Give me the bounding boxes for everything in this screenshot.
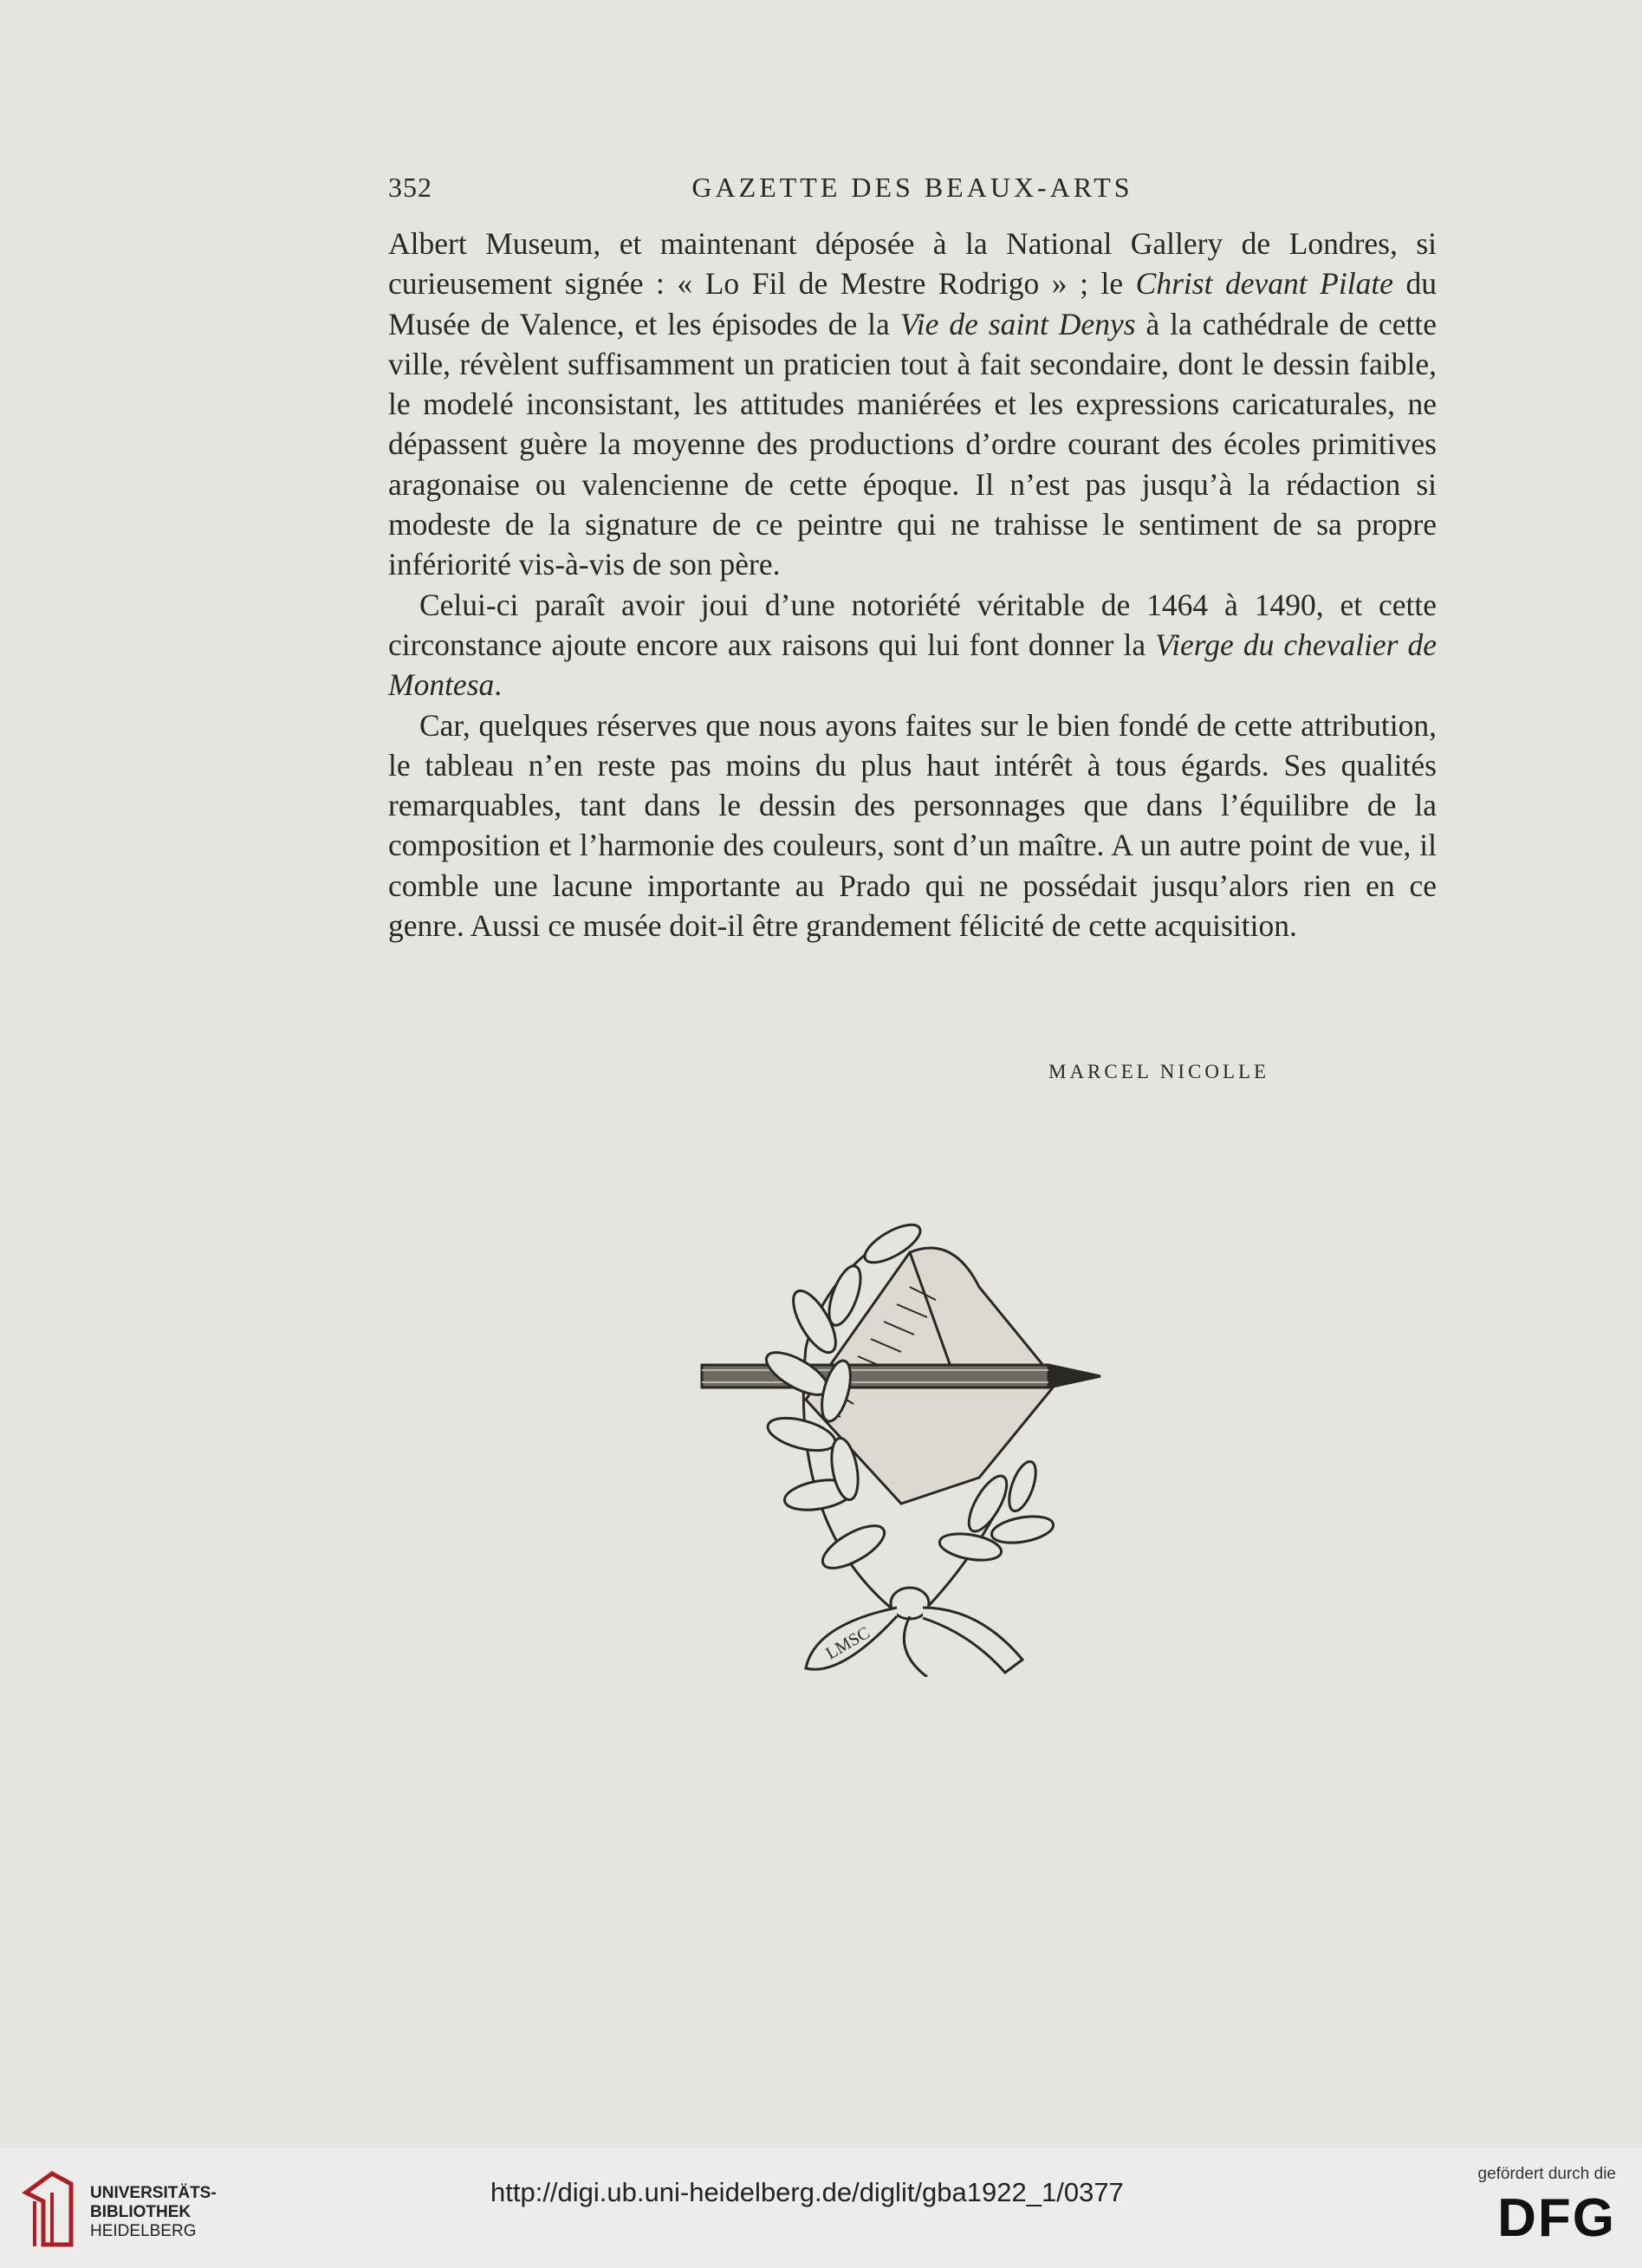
- text-run: Car, quelques réserves que nous ayons faites sur le bien fondé de cette attribution, le tableau n’en reste pas moins du plus haut intérêt à tous égards. Ses qualités remarquables, tant dans le dessin des personnages que dans l’équilibre de la composition et l’harmonie des couleurs, sont d’un maître. A un autre point de vue, il comble une lacune importante au Prado qui ne possédait jusqu’alors rien en ce genre. Aussi ce musée doit-il être grandement félicité de cette acquisition.: [388, 707, 1437, 944]
- ribbon-bow: [806, 1588, 1022, 1677]
- text-run: à la cathédrale de cette ville, révèlent suffisamment un praticien tout à fait secondaire, dont le dessin faible, le modelé inconsistant, les attitudes maniérées et les expressions caricaturales, ne dépassent guère la moyenne des productions d’ordre courant des écoles primitives aragonaise ou valencienne de cette époque. Il n’est pas jusqu’à la rédaction si modeste de la signature de ce peintre qui ne trahisse le sentiment de sa propre infériorité vis-à-vis de son père.: [388, 306, 1437, 582]
- paragraph-2: [388, 585, 1437, 705]
- library-line-2: BIBLIOTHEK: [90, 2203, 191, 2221]
- article-body: [388, 224, 1437, 946]
- paragraph-1: [388, 224, 1437, 585]
- library-line-1: UNIVERSITÄTS-: [90, 2184, 217, 2202]
- library-line-3: HEIDELBERG: [90, 2222, 197, 2240]
- library-name: [90, 2184, 217, 2241]
- university-library-logo[interactable]: [17, 2167, 234, 2253]
- vignette-monogram: LMSC: [822, 1623, 873, 1664]
- italic-title: Vie de saint Denys: [899, 306, 1136, 341]
- text-run: du Musée de Valence, et les épisodes de la: [388, 266, 1437, 341]
- page-header: [388, 172, 1437, 215]
- paragraph-3: [388, 705, 1437, 946]
- dfg-logo: DFG: [1497, 2188, 1616, 2248]
- permalink-url[interactable]: http://digi.ub.uni-heidelberg.de/diglit/gba1922_1/0377: [490, 2177, 1124, 2207]
- footer-bar: [0, 2148, 1642, 2268]
- laurel-vignette-icon: [693, 1218, 1113, 1677]
- running-title: GAZETTE DES BEAUX-ARTS: [691, 172, 1133, 203]
- author-signature: MARCEL NICOLLE: [1048, 1061, 1270, 1082]
- funder-block[interactable]: [1443, 2165, 1616, 2253]
- text-run: Celui-ci paraît avoir joui d’une notoriété véritable de 1464 à 1490, et cette circonstance ajoute encore aux raisons qui lui font donner la: [388, 587, 1437, 662]
- funder-label: gefördert durch die: [1477, 2165, 1616, 2183]
- library-mark-icon: [17, 2167, 78, 2250]
- italic-title: Vierge du chevalier de Montesa: [388, 627, 1437, 703]
- italic-title: Christ devant Pilate: [1135, 266, 1393, 302]
- text-run: .: [494, 667, 503, 703]
- pen: [702, 1365, 1100, 1387]
- page-number: 352: [388, 172, 432, 203]
- text-run: Albert Museum, et maintenant déposée à la National Gallery de Londres, si curieusement signée : « Lo Fil de Mestre Rodrigo » ; le: [388, 226, 1437, 302]
